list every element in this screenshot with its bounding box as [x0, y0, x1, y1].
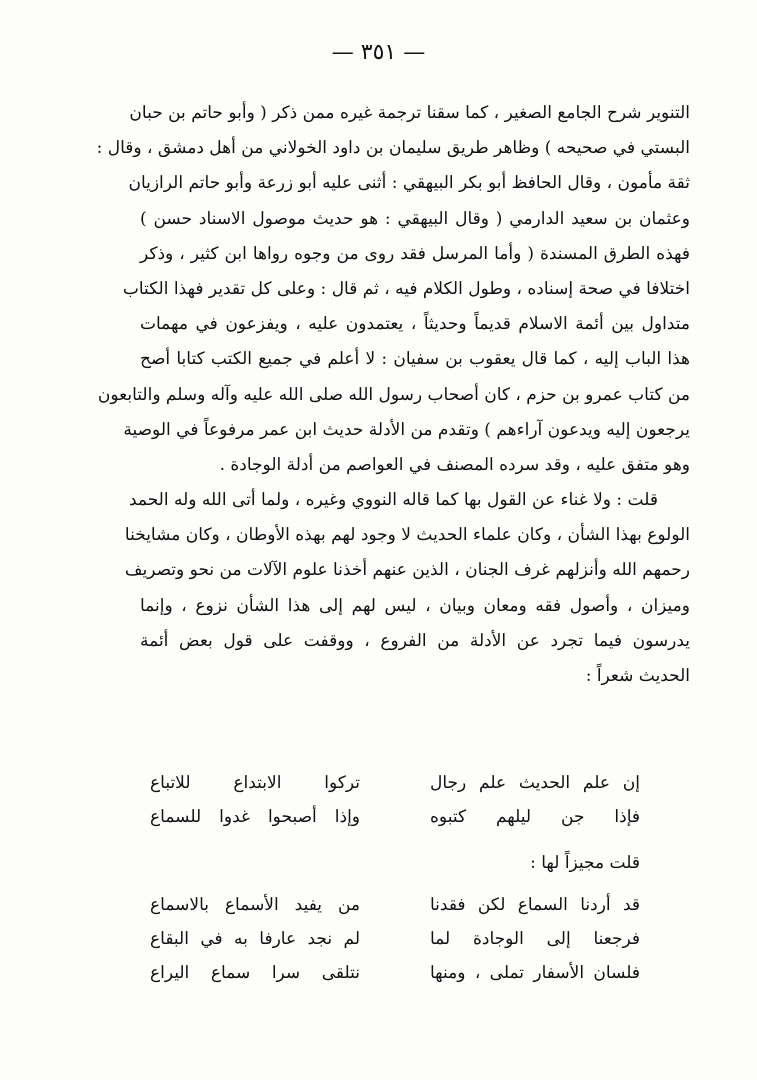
- poem-verse: [150, 956, 640, 990]
- text-line: رحمهم الله وأنزلهم غرف الجنان ، الذين عنهم أخذنا علوم الآلات من نحو وتصريف: [124, 560, 690, 581]
- text-line: يرجعون إليه ويدعون آراءهم ) وتقدم من الأدلة حديث ابن عمر مرفوعاً في الوصية: [123, 419, 690, 440]
- text-line: الولوع بهذا الشأن ، وكان علماء الحديث لا وجود لهم بهذه الأوطان ، وكان مشايخنا: [124, 525, 690, 546]
- text-line: اختلافا في صحة إسناده ، وطول الكلام فيه ، ثم قال : وعلى كل تقدير فهذا الكتاب: [122, 278, 690, 299]
- verse-second-hemistich: لم نجد عارفا به في البقاع: [150, 929, 360, 949]
- verse-second-hemistich: وإذا أصبحوا غدوا للسماع: [150, 807, 360, 827]
- verse-first-hemistich: قد أردنا السماع لكن فقدنا: [430, 895, 640, 915]
- poem-heading: قلت مجيزاً لها :: [530, 853, 640, 873]
- text-line: وهو متفق عليه ، وقد سرده المصنف في العواصم من أدلة الوجادة .: [219, 454, 690, 475]
- text-line: التنوير شرح الجامع الصغير ، كما سقنا ترجمة غيره ممن ذكر ( وأبو حاتم بن حبان: [129, 103, 690, 123]
- poem-verse: [150, 888, 640, 922]
- text-line: ثقة مأمون ، وقال الحافظ أبو بكر البيهقي : أثنى عليه أبو زرعة وأبو حاتم الرازيان: [128, 173, 690, 194]
- verse-first-hemistich: فإذا جن ليلهم كتبوه: [430, 807, 640, 827]
- text-line: وعثمان بن سعيد الدارمي ( وقال البيهقي : هو حديث موصول الاسناد حسن ): [140, 208, 690, 229]
- verse-first-hemistich: فرجعنا إلى الوجادة لما: [430, 929, 640, 949]
- verse-first-hemistich: إن علم الحديث علم رجال: [430, 773, 640, 793]
- poem-verse: [150, 766, 640, 800]
- text-line: الحديث شعراً :: [585, 666, 690, 686]
- poem-verse: [150, 800, 640, 834]
- verse-second-hemistich: نتلقى سرا سماع اليراع: [150, 963, 360, 983]
- text-line: متداول بين أئمة الاسلام قديماً وحديثاً ، يعتمدون عليه ، ويفزعون في مهمات: [140, 314, 690, 335]
- poem-first: [150, 766, 640, 834]
- text-line: البستي في صحيحه ) وظاهر طريق سليمان بن داود الخولاني من أهل دمشق ، وقال :: [96, 138, 690, 159]
- text-line: وميزان ، وأصول فقه ومعان وبيان ، ليس لهم إلى هذا الشأن نزوع ، وإنما: [140, 595, 690, 616]
- poem-verse: [150, 922, 640, 956]
- text-line: هذا الباب إليه ، كما قال يعقوب بن سفيان : لا أعلم في جميع الكتب كتابا أصح: [140, 349, 690, 370]
- text-line: يدرسون فيما تجرد عن الأدلة من الفروع ، ووقفت على قول بعض أئمة: [140, 630, 690, 651]
- text-line: قلت : ولا غناء عن القول بها كما قاله النووي وغيره ، ولما أتى الله وله الحمد: [128, 490, 658, 511]
- verse-second-hemistich: تركوا الابتداع للاتباع: [150, 773, 360, 793]
- text-line: فهذه الطرق المسندة ( وأما المرسل فقد روى من وجوه رواها ابن كثير ، وذكر: [140, 243, 690, 264]
- poem-second: [150, 888, 640, 990]
- page-number: — ٣٥١ —: [331, 40, 426, 65]
- text-line: من كتاب عمرو بن حزم ، كان أصحاب رسول الله صلى الله عليه وآله وسلم والتابعون: [97, 384, 690, 405]
- verse-second-hemistich: من يفيد الأسماع بالاسماع: [150, 895, 360, 915]
- verse-first-hemistich: فلسان الأسفار تملى ، ومنها: [430, 963, 640, 983]
- body-text: [96, 96, 690, 694]
